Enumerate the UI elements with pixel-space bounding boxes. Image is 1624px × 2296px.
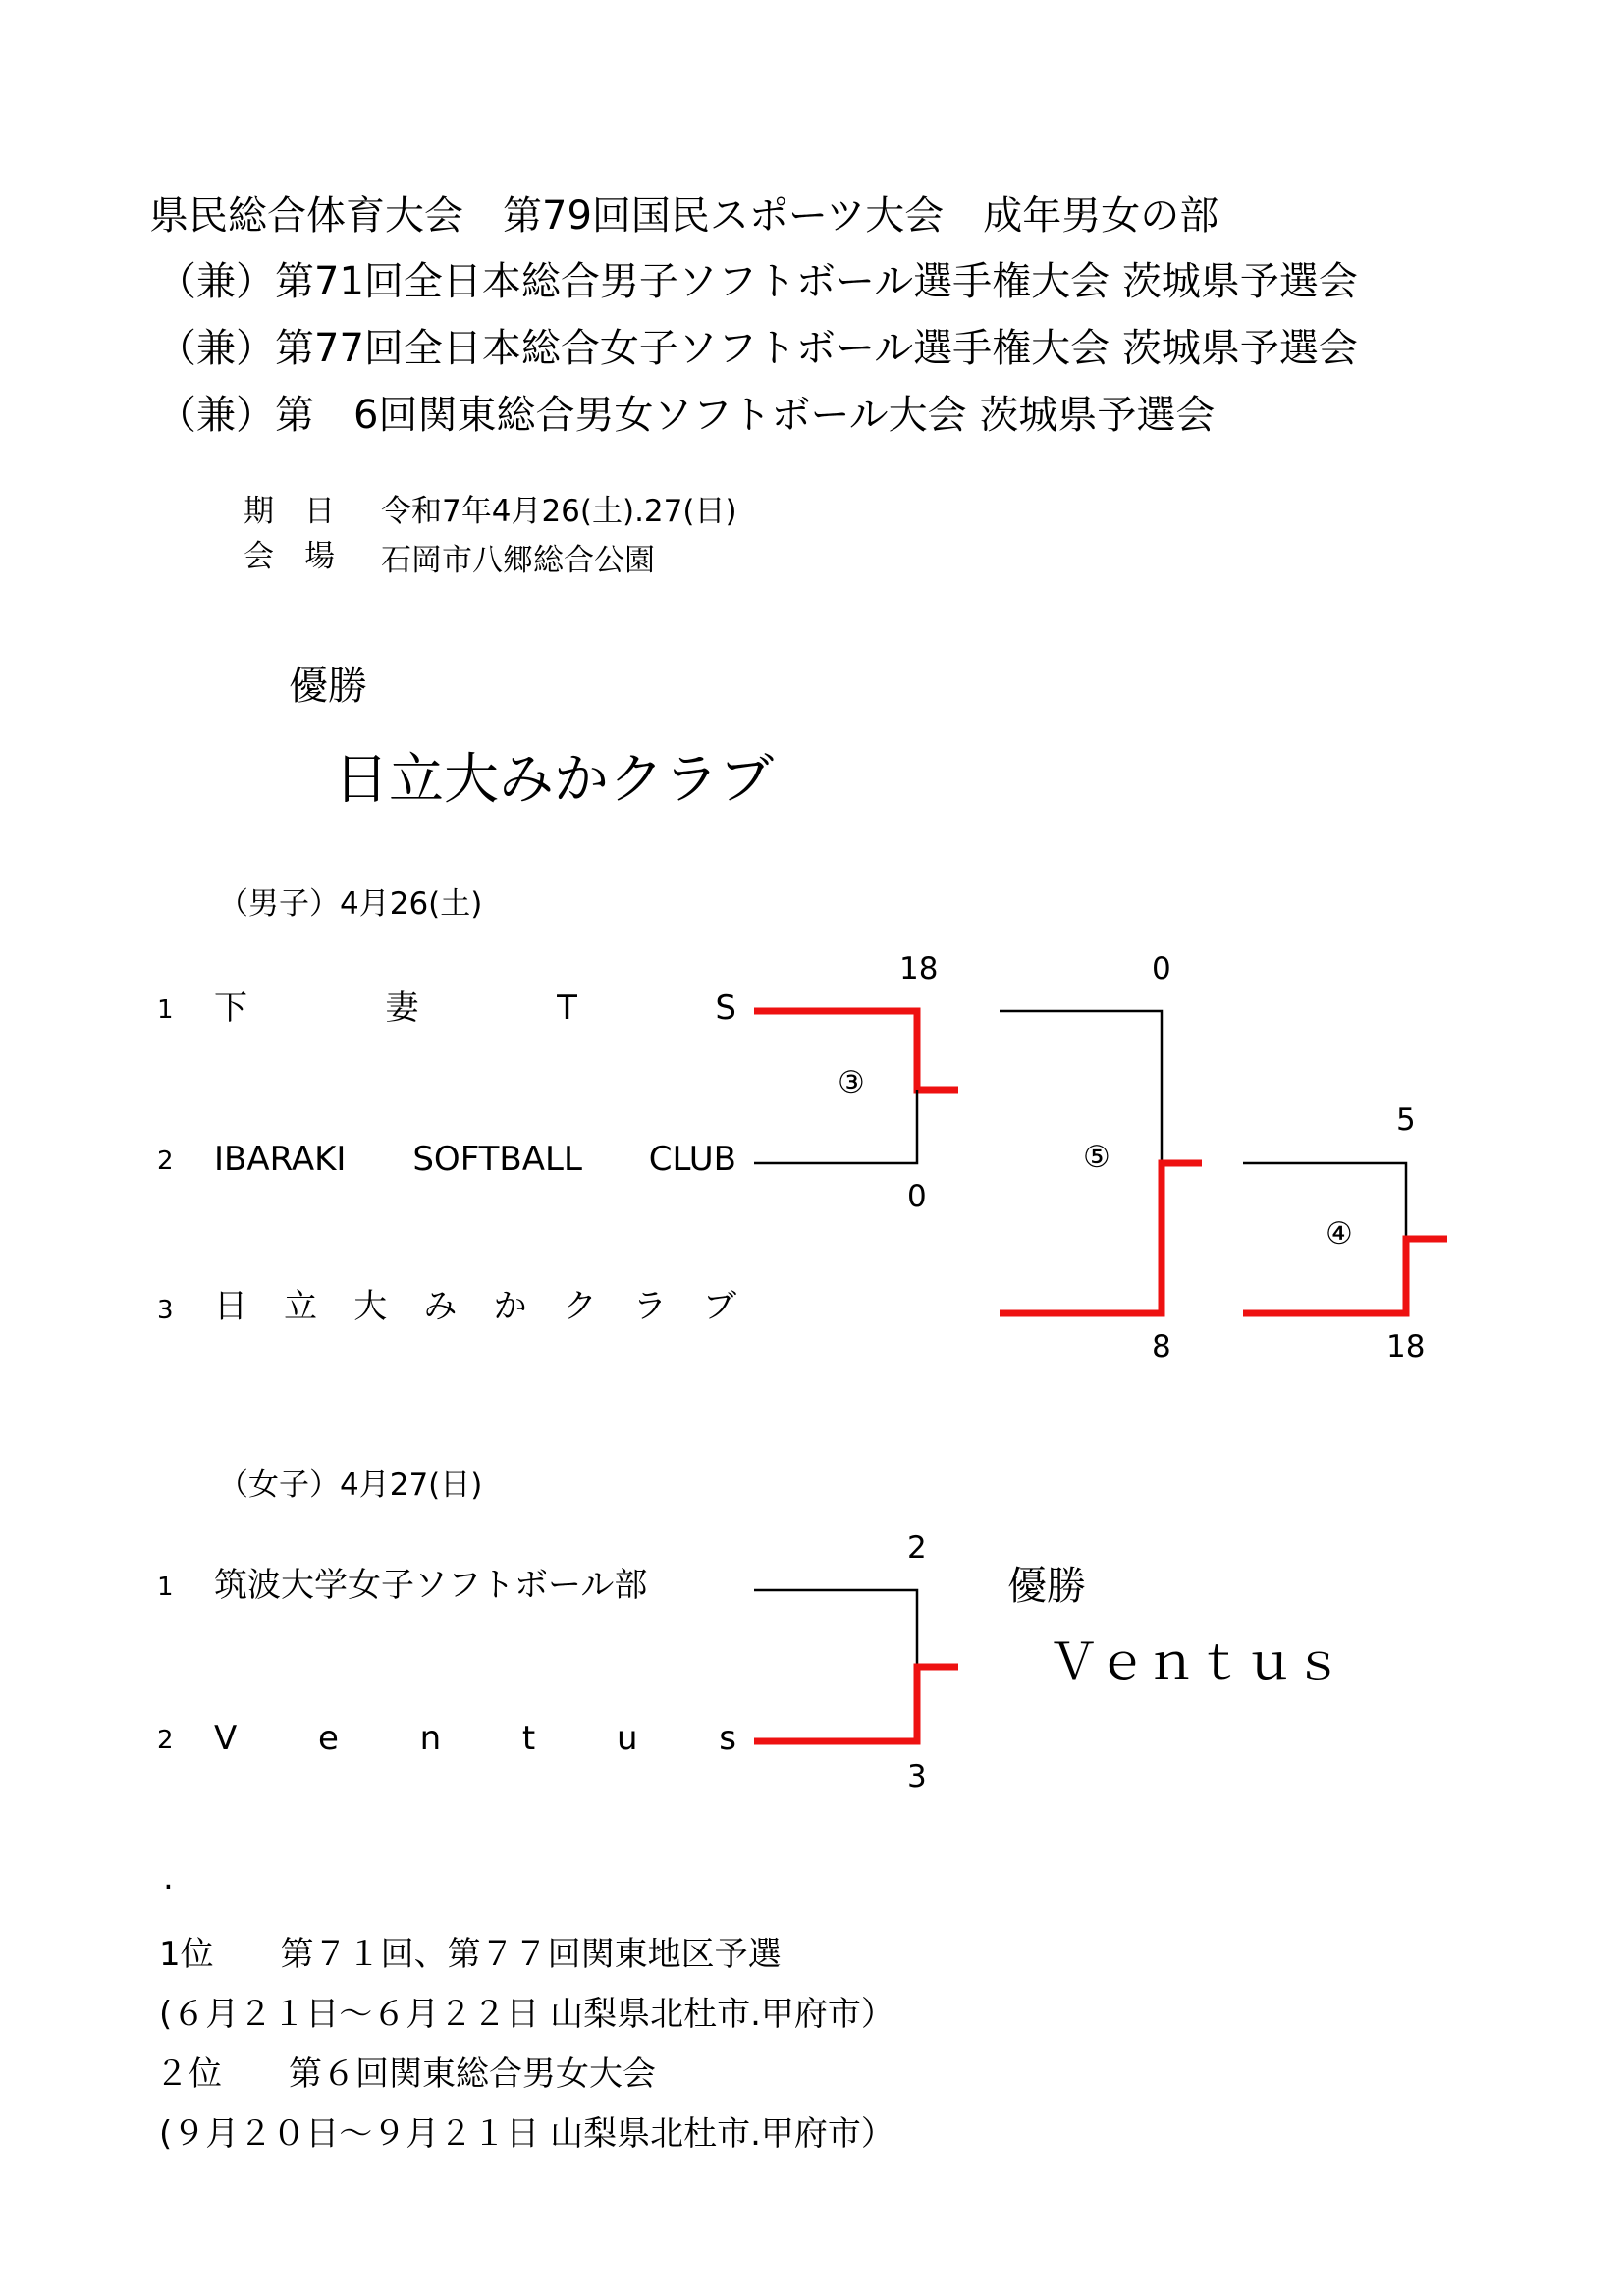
team-char: S <box>715 988 736 1028</box>
m3-score-bottom: 0 <box>907 1179 927 1214</box>
m5-score-bottom: 8 <box>1152 1329 1171 1364</box>
team-char: T <box>557 988 577 1028</box>
m3-label: ③ <box>838 1065 865 1100</box>
men-seed-2: 2 <box>157 1147 174 1176</box>
men-seed-3: 3 <box>157 1296 174 1325</box>
team-word: CLUB <box>648 1140 736 1179</box>
m5-label: ⑤ <box>1083 1140 1110 1175</box>
header-line-2: （兼）第71回全日本総合男子ソフトボール選手権大会 茨城県予選会 <box>157 259 1358 304</box>
team-char: ブ <box>702 1287 736 1326</box>
women-winner-name: Ｖｅｎｔｕｓ <box>1049 1633 1343 1690</box>
women-seed-2: 2 <box>157 1726 174 1755</box>
team-char: ラ <box>632 1287 667 1326</box>
team-char: 大 <box>353 1287 388 1326</box>
m5-score-top: 0 <box>1152 951 1171 987</box>
venue-label: 会 場 <box>244 539 335 574</box>
men-subtitle: （男子）4月26(土) <box>218 886 483 922</box>
women-team-1-name: 筑波大学女子ソフトボール部 <box>214 1566 648 1605</box>
footer-line-3: ２位 第６回関東総合男女大会 <box>155 2055 656 2094</box>
header-line-4: （兼）第 6回関東総合男女ソフトボール大会 茨城県予選会 <box>157 393 1216 438</box>
header-line-1: 県民総合体育大会 第79回国民スポーツ大会 成年男女の部 <box>149 193 1219 239</box>
m5-top-line <box>1000 1011 1162 1163</box>
team-char: 下 <box>214 988 247 1028</box>
footer-line-2: (６月２１日～６月２２日 山梨県北杜市.甲府市） <box>159 1995 894 2034</box>
team-char: e <box>317 1719 339 1758</box>
m3-score-top: 18 <box>899 951 939 987</box>
men-winner-name: 日立大みかクラブ <box>334 748 774 812</box>
date-value: 令和7年4月26(土).27(日) <box>381 494 737 529</box>
team-word: IBARAKI <box>214 1140 347 1179</box>
date-label: 期 日 <box>244 494 335 529</box>
women-subtitle: （女子）4月27(日) <box>218 1468 483 1503</box>
m4-top-line <box>1243 1163 1406 1239</box>
women-winner-heading: 優勝 <box>1007 1564 1086 1609</box>
team-char: 立 <box>284 1287 318 1326</box>
women-team-2-name <box>214 1719 736 1758</box>
men-winner-heading: 優勝 <box>289 664 367 709</box>
men-seed-1: 1 <box>157 995 174 1025</box>
women-seed-1: 1 <box>157 1573 174 1602</box>
team-char: t <box>521 1719 536 1758</box>
w-team1-line <box>754 1590 917 1667</box>
venue-value: 石岡市八郷総合公園 <box>381 543 655 578</box>
team-char: 日 <box>214 1287 247 1326</box>
team-char: ク <box>563 1287 597 1326</box>
footer-line-4: (９月２０日～９月２１日 山梨県北杜市.甲府市） <box>159 2114 894 2154</box>
m4-score-top: 5 <box>1396 1102 1416 1138</box>
team-char: 妻 <box>385 988 419 1028</box>
team-char: n <box>419 1719 442 1758</box>
team-char: み <box>423 1287 458 1326</box>
w-score-bottom: 3 <box>907 1759 927 1794</box>
w-team2-line <box>754 1667 958 1741</box>
team-word: SOFTBALL <box>412 1140 582 1179</box>
footer-line-1: 1位 第７１回、第７７回関東地区予選 <box>159 1935 782 1974</box>
m4-score-bottom: 18 <box>1386 1329 1426 1364</box>
header-line-3: （兼）第77回全日本総合女子ソフトボール選手権大会 茨城県予選会 <box>157 326 1358 371</box>
m4-label: ④ <box>1326 1216 1353 1252</box>
footer-dot: . <box>163 1858 174 1897</box>
m5-bottom-line <box>1000 1163 1202 1313</box>
team-char: u <box>616 1719 638 1758</box>
w-score-top: 2 <box>907 1530 927 1566</box>
team-char: s <box>719 1719 736 1758</box>
team-char: か <box>493 1287 527 1326</box>
team-char: V <box>214 1719 238 1758</box>
m3-team2-line <box>754 1090 917 1163</box>
